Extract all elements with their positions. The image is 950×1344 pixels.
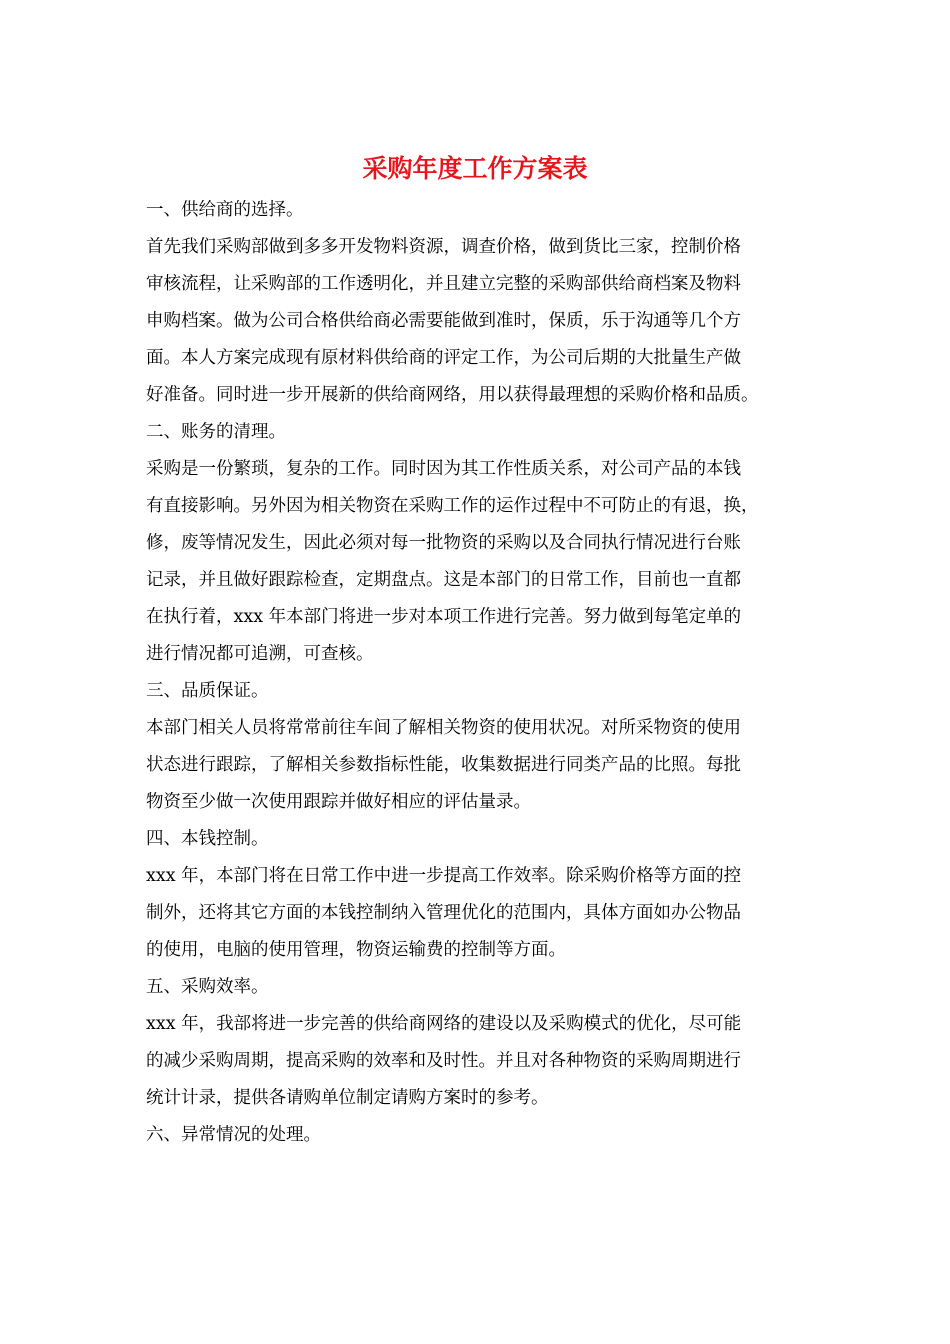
paragraph-line: 状态进行跟踪，了解相关参数指标性能，收集数据进行同类产品的比照。每批 xyxy=(146,755,741,775)
paragraph-line: 的使用，电脑的使用管理，物资运输费的控制等方面。 xyxy=(146,940,566,960)
paragraph-line: xxx 年，我部将进一步完善的供给商网络的建设以及采购模式的优化，尽可能 xyxy=(146,1014,742,1034)
paragraph-line: 在执行着，xxx 年本部门将进一步对本项工作进行完善。努力做到每笔定单的 xyxy=(146,607,742,627)
paragraph-line: 好准备。同时进一步开展新的供给商网络，用以获得最理想的采购价格和品质。 xyxy=(146,385,759,405)
section-heading-5: 五、采购效率。 xyxy=(146,977,269,997)
paragraph-line: 审核流程，让采购部的工作透明化，并且建立完整的采购部供给商档案及物料 xyxy=(146,274,741,294)
paragraph-line: 统计计录，提供各请购单位制定请购方案时的参考。 xyxy=(146,1088,549,1108)
paragraph-line: 制外，还将其它方面的本钱控制纳入管理优化的范围内，具体方面如办公物品 xyxy=(146,903,741,923)
section-heading-1: 一、供给商的选择。 xyxy=(146,200,304,220)
section-heading-3: 三、品质保证。 xyxy=(146,681,269,701)
paragraph-line: 申购档案。做为公司合格供给商必需要能做到准时，保质，乐于沟通等几个方 xyxy=(146,311,741,331)
paragraph-line: 修，废等情况发生，因此必须对每一批物资的采购以及合同执行情况进行台账 xyxy=(146,533,741,553)
paragraph-line: xxx 年，本部门将在日常工作中进一步提高工作效率。除采购价格等方面的控 xyxy=(146,866,742,886)
paragraph-line: 首先我们采购部做到多多开发物料资源，调查价格，做到货比三家，控制价格 xyxy=(146,237,741,257)
section-heading-4: 四、本钱控制。 xyxy=(146,829,269,849)
paragraph-line: 面。本人方案完成现有原材料供给商的评定工作，为公司后期的大批量生产做 xyxy=(146,348,741,368)
paragraph-line: 物资至少做一次使用跟踪并做好相应的评估量录。 xyxy=(146,792,531,812)
paragraph-line: 记录，并且做好跟踪检查，定期盘点。这是本部门的日常工作，目前也一直都 xyxy=(146,570,741,590)
section-heading-2: 二、账务的清理。 xyxy=(146,422,286,442)
paragraph-line: 有直接影响。另外因为相关物资在采购工作的运作过程中不可防止的有退，换， xyxy=(146,496,759,516)
document-title: 采购年度工作方案表 xyxy=(362,154,588,183)
paragraph-line: 的减少采购周期，提高采购的效率和及时性。并且对各种物资的采购周期进行 xyxy=(146,1051,741,1071)
paragraph-line: 本部门相关人员将常常前往车间了解相关物资的使用状况。对所采物资的使用 xyxy=(146,718,741,738)
section-heading-6: 六、异常情况的处理。 xyxy=(146,1125,321,1145)
paragraph-line: 进行情况都可追溯，可查核。 xyxy=(146,644,374,664)
paragraph-line: 采购是一份繁琐，复杂的工作。同时因为其工作性质关系，对公司产品的本钱 xyxy=(146,459,741,479)
document-body xyxy=(146,192,811,1154)
